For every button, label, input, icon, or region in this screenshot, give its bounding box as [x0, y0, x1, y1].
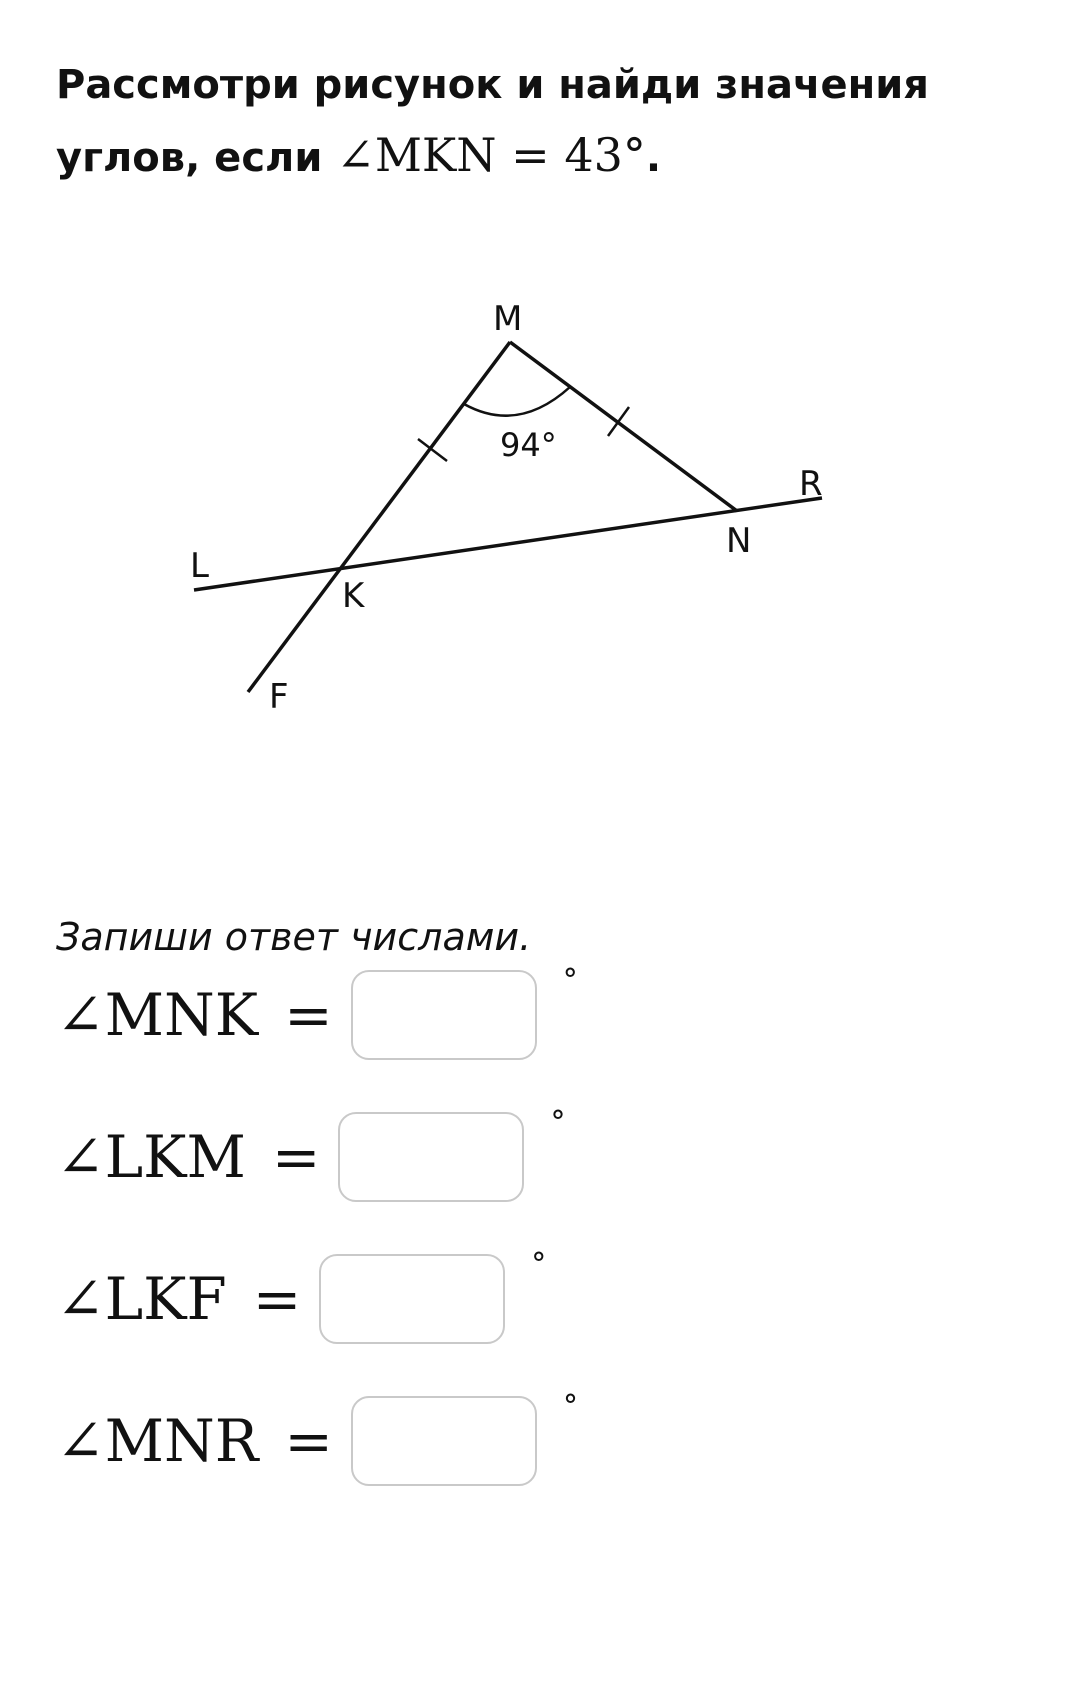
- equals-sign: =: [252, 1265, 302, 1333]
- degree-sign: °: [562, 963, 578, 998]
- task-line-2: [56, 120, 1016, 193]
- angle-label-lkm: ∠LKM: [56, 1123, 246, 1191]
- answer-input-lkf[interactable]: [319, 1254, 505, 1344]
- instruction-text: Запиши ответ числами.: [56, 915, 532, 959]
- label-m: M: [493, 300, 523, 339]
- task-period: .: [645, 135, 662, 181]
- line-mf: [248, 342, 510, 692]
- equals-sign: =: [284, 981, 333, 1049]
- figure-svg: [0, 300, 1080, 780]
- angle-label-mnk: ∠MNK: [56, 981, 259, 1049]
- degree-sign: °: [550, 1105, 566, 1140]
- label-l: L: [190, 546, 209, 586]
- label-f: F: [269, 677, 289, 717]
- given-angle: ∠MKN = 43°: [336, 128, 646, 182]
- answer-row-mnk: [56, 963, 578, 1063]
- equals-sign: =: [271, 1123, 321, 1191]
- label-r: R: [799, 464, 823, 504]
- label-n: N: [726, 521, 752, 561]
- answer-row-lkm: [56, 1105, 566, 1205]
- answer-row-mnr: [56, 1389, 579, 1489]
- answer-input-lkm[interactable]: [338, 1112, 524, 1202]
- angle-value-label: 94°: [500, 426, 557, 464]
- answer-row-lkf: [56, 1247, 547, 1347]
- task-statement: [56, 50, 1016, 193]
- angle-arc-m: [464, 387, 570, 416]
- tick-mark-mn: [608, 407, 629, 436]
- equals-sign: =: [284, 1407, 334, 1475]
- angle-label-lkf: ∠LKF: [56, 1265, 227, 1333]
- task-line-1: Рассмотри рисунок и найди значения: [56, 62, 929, 108]
- answer-input-mnk[interactable]: [351, 970, 537, 1060]
- geometry-figure: [0, 300, 1080, 780]
- label-k: K: [342, 576, 365, 616]
- answer-input-mnr[interactable]: [351, 1396, 537, 1486]
- angle-label-mnr: ∠MNR: [56, 1407, 259, 1475]
- degree-sign: °: [563, 1389, 579, 1424]
- degree-sign: °: [531, 1247, 547, 1282]
- task-line-2-prefix: углов, если: [56, 135, 337, 181]
